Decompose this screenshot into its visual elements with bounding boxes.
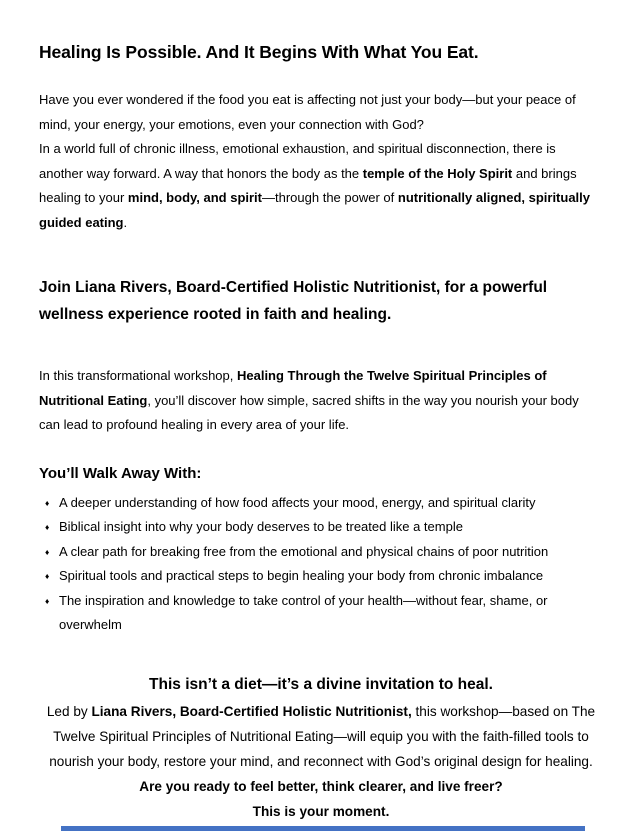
list-item-text: Biblical insight into why your body deserves to be treated like a temple	[59, 519, 463, 534]
intro-paragraph-2: In a world full of chronic illness, emotional exhaustion, and spiritual disconnection, there is another way forward. A way that honors the body as the temple of the Holy Spirit and brings healing to your mind, body, and spirit—through the power of nutritionally aligned, spiritually guided eating.	[39, 141, 591, 230]
list-item-text: The inspiration and knowledge to take control of your health—without fear, shame, or overwhelm	[59, 592, 548, 632]
list-item	[39, 491, 603, 516]
closing-headline: This isn’t a diet—it’s a divine invitation to heal.	[149, 675, 493, 693]
walk-away-list	[39, 491, 603, 638]
diamond-bullet-icon: ♦	[45, 546, 50, 557]
walk-away-heading: You’ll Walk Away With:	[39, 464, 202, 482]
list-item-text: Spiritual tools and practical steps to begin healing your body from chronic imbalance	[59, 568, 544, 583]
list-item-text: A deeper understanding of how food affects your mood, energy, and spiritual clarity	[59, 494, 536, 510]
diamond-bullet-icon: ♦	[45, 497, 50, 508]
closing-section	[39, 672, 603, 824]
diamond-bullet-icon: ♦	[45, 522, 50, 532]
list-item-text: A clear path for breaking free from the emotional and physical chains of poor nutrition	[59, 543, 549, 559]
closing-paragraph: Led by Liana Rivers, Board-Certified Holistic Nutritionist, this workshop—based on The Twelve Spiritual Principles of Nutritional Eating—will equip you with the faith-filled tools to nourish your body, restore your mind, and reconnect with God’s original design for healing.	[46, 703, 596, 769]
list-item	[39, 515, 603, 540]
closing-final: This is your moment.	[252, 803, 390, 819]
list-item	[39, 564, 603, 589]
table-header-bar	[61, 826, 585, 831]
subheading: Join Liana Rivers, Board-Certified Holistic Nutritionist, for a powerful wellness experience rooted in faith and healing.	[39, 279, 548, 323]
workshop-paragraph: In this transformational workshop, Healing Through the Twelve Spiritual Principles of Nutritional Eating, you’ll discover how simple, sacred shifts in the way you nourish your body can lead to profound healing in every area of your life.	[39, 368, 579, 432]
intro-paragraph-1: Have you ever wondered if the food you eat is affecting not just your body—but your peace of mind, your energy, your emotions, even your connection with God?	[39, 92, 576, 132]
main-heading: Healing Is Possible. And It Begins With What You Eat.	[39, 42, 479, 62]
list-item	[39, 589, 603, 638]
list-item	[39, 540, 603, 565]
diamond-bullet-icon: ♦	[45, 571, 50, 581]
closing-question: Are you ready to feel better, think clearer, and live freer?	[139, 778, 503, 794]
diamond-bullet-icon: ♦	[45, 595, 50, 606]
